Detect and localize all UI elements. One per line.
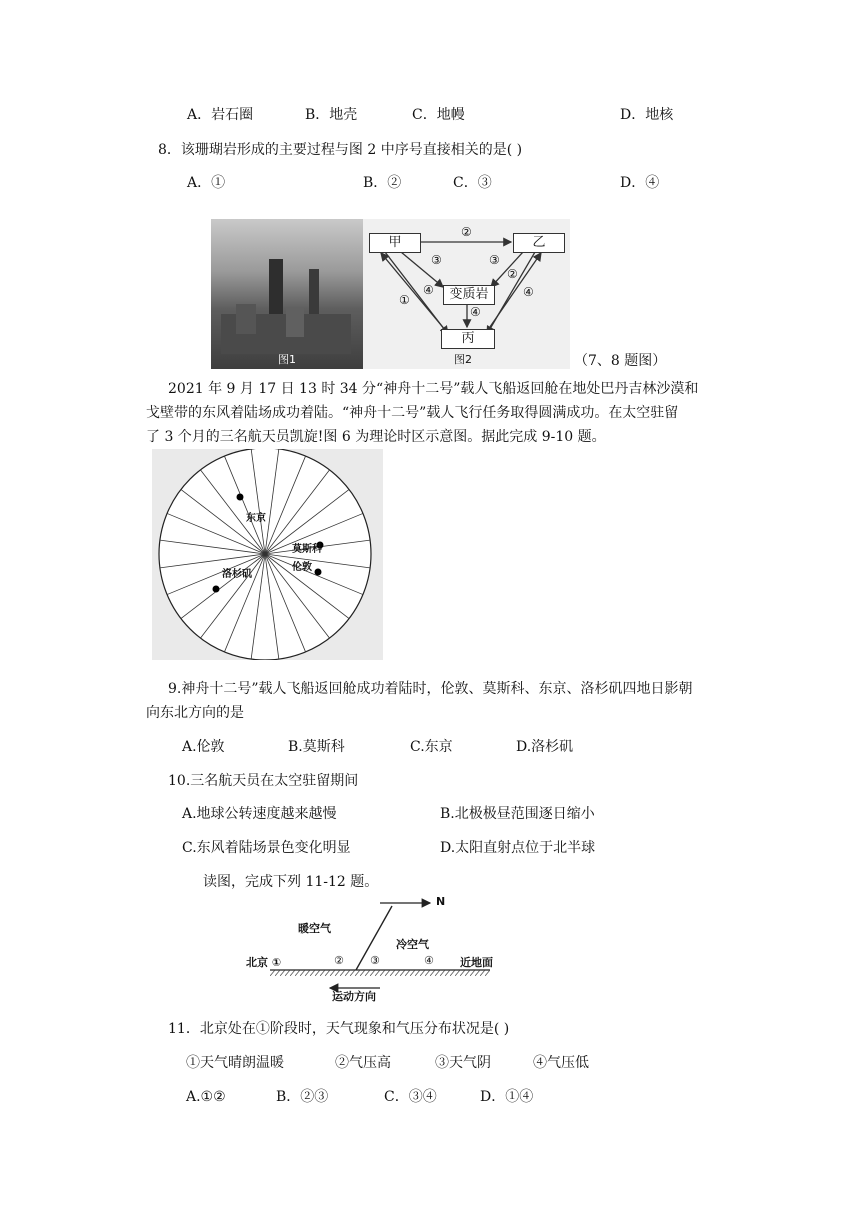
q10-option-d: D.太阳直射点位于北半球 (440, 840, 596, 856)
box-bianzhi: 变质岩 (443, 285, 495, 305)
q10-option-a: A.地球公转速度越来越慢 (182, 806, 337, 822)
figure-side-caption: （7、8 题图） (574, 353, 667, 369)
label-1: ① (399, 293, 410, 307)
city-dot (237, 494, 244, 501)
city-tokyo: 东京 (246, 513, 266, 524)
point-3-label: ③ (370, 954, 380, 967)
label-3-right: ③ (489, 253, 500, 267)
q7-option-c: C．地幔 (412, 107, 465, 123)
figure1-photo (211, 219, 363, 369)
label-2-right: ② (507, 267, 518, 281)
box-bing: 丙 (441, 329, 495, 349)
label-4-mid: ④ (470, 305, 481, 319)
label-3-left: ③ (431, 253, 442, 267)
figure1-caption: 图1 (278, 353, 296, 366)
q7-option-a: A．岩石圈 (187, 107, 254, 123)
beijing-label: 北京 ① (246, 956, 282, 969)
front-lines (240, 892, 520, 1004)
surface-label: 近地面 (460, 956, 493, 969)
q9-stem-2: 向东北方向的是 (146, 705, 244, 721)
q7-option-d: D．地核 (620, 107, 674, 123)
box-yi: 乙 (513, 233, 565, 253)
front-diagram (240, 892, 520, 1004)
point-2-label: ② (334, 954, 344, 967)
figure2-caption: 图2 (454, 353, 472, 366)
intro-11-12: 读图，完成下列 11-12 题。 (203, 874, 379, 890)
passage-line-2: 戈壁带的东风着陆场成功着陆。“神舟十二号”载人飞行任务取得圆满成功。在太空驻留 (146, 405, 679, 421)
q10-option-b: B.北极极昼范围逐日缩小 (440, 806, 595, 822)
q9-stem-1: 9.神舟十二号”载人飞船返回舱成功着陆时，伦敦、莫斯科、东京、洛杉矶四地日影朝 (168, 681, 693, 697)
q8-option-b: B．② (363, 175, 402, 191)
q11-option-a: A.①② (186, 1089, 226, 1105)
north-label: N (436, 895, 446, 908)
q8-stem: 8．该珊瑚岩形成的主要过程与图 2 中序号直接相关的是( ) (158, 142, 523, 158)
q9-option-a: A.伦敦 (182, 739, 225, 755)
box-jia: 甲 (369, 233, 421, 253)
q9-option-b: B.莫斯科 (288, 739, 345, 755)
point-4-label: ④ (424, 954, 434, 967)
passage-line-3: 了 3 个月的三名航天员凯旋!图 6 为理论时区示意图。据此完成 9-10 题。 (146, 429, 606, 445)
label-4-left: ④ (423, 283, 434, 297)
q11-item-1: ①天气晴朗温暖 (186, 1055, 284, 1071)
city-losangeles: 洛杉矶 (222, 569, 252, 580)
city-london: 伦敦 (292, 562, 312, 573)
timezone-diagram (152, 449, 383, 660)
q8-option-c: C．③ (453, 175, 492, 191)
label-2-top: ② (461, 225, 472, 239)
q8-option-a: A．① (187, 175, 226, 191)
q11-item-4: ④气压低 (533, 1055, 589, 1071)
city-dot (315, 569, 322, 576)
q9-option-c: C.东京 (410, 739, 453, 755)
q10-stem: 10.三名航天员在太空驻留期间 (168, 773, 359, 789)
q10-option-c: C.东风着陆场景色变化明显 (182, 840, 351, 856)
city-moscow: 莫斯科 (292, 544, 322, 555)
q11-option-c: C．③④ (384, 1089, 437, 1105)
q11-item-2: ②气压高 (335, 1055, 391, 1071)
timezone-circle (152, 449, 383, 660)
q7-option-b: B．地壳 (305, 107, 358, 123)
passage-line-1: 2021 年 9 月 17 日 13 时 34 分“神舟十二号”载人飞船返回舱在地处巴丹吉林沙漠和 (168, 381, 699, 397)
label-4-right: ④ (523, 285, 534, 299)
q8-option-d: D．④ (620, 175, 660, 191)
warm-air-label: 暖空气 (298, 922, 331, 935)
figure2-rock-cycle (363, 219, 570, 369)
motion-label: 运动方向 (332, 990, 376, 1003)
q11-option-b: B．②③ (276, 1089, 329, 1105)
city-dot (213, 586, 220, 593)
q11-item-3: ③天气阴 (435, 1055, 491, 1071)
cold-air-label: 冷空气 (396, 938, 429, 951)
q11-option-d: D．①④ (480, 1089, 534, 1105)
q9-option-d: D.洛杉矶 (516, 739, 574, 755)
q11-stem: 11．北京处在①阶段时，天气现象和气压分布状况是( ) (168, 1021, 510, 1037)
